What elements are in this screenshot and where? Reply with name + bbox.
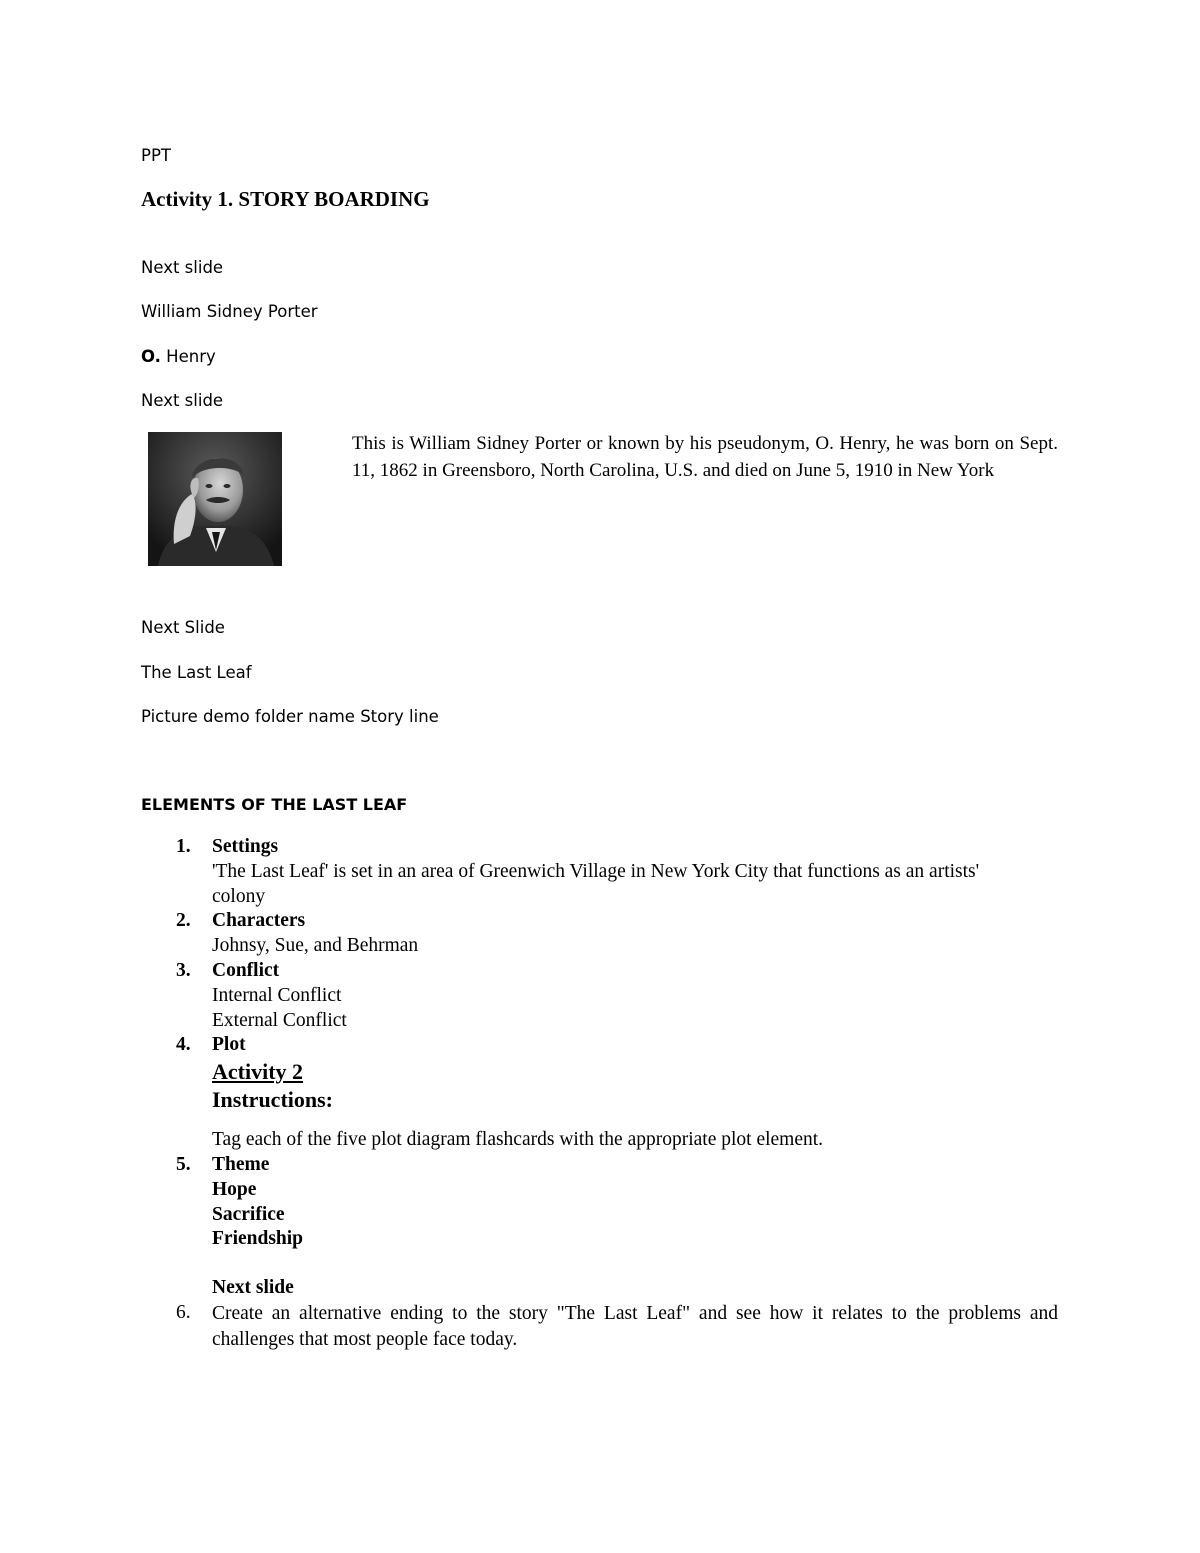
instructions-text: Tag each of the five plot diagram flashcards with the appropriate plot element. xyxy=(212,1129,824,1151)
next-slide-label: Next slide xyxy=(141,391,224,410)
pen-name-surname: Henry xyxy=(160,347,216,366)
theme-friendship: Friendship xyxy=(212,1228,304,1250)
picture-note: Picture demo folder name Story line xyxy=(141,707,439,726)
next-slide-label: Next Slide xyxy=(141,618,225,637)
elements-heading: ELEMENTS OF THE LAST LEAF xyxy=(141,795,408,814)
list-item-conflict xyxy=(0,959,1058,1033)
theme-hope: Hope xyxy=(212,1178,257,1200)
list-number: 4. xyxy=(176,1034,191,1056)
theme-title: Theme xyxy=(212,1153,270,1175)
list-number: 2. xyxy=(176,910,191,932)
pen-name xyxy=(141,347,216,367)
characters-text: Johnsy, Sue, and Behrman xyxy=(212,935,419,957)
settings-text: 'The Last Leaf' is set in an area of Greenwich Village in New York City that functions as an artists' colony xyxy=(212,860,980,907)
list-number: 6. xyxy=(176,1301,191,1323)
list-item-settings xyxy=(0,835,1058,909)
activity1-heading: Activity 1. STORY BOARDING xyxy=(141,187,430,211)
conflict-external: External Conflict xyxy=(212,1009,347,1031)
list-number: 5. xyxy=(176,1153,191,1175)
next-slide-label: Next slide xyxy=(141,258,224,277)
author-name: William Sidney Porter xyxy=(141,302,318,321)
list-number: 3. xyxy=(176,959,191,981)
conflict-internal: Internal Conflict xyxy=(212,984,342,1006)
elements-list xyxy=(0,835,1200,1353)
list-item-characters xyxy=(0,909,1058,959)
activity2-heading: Activity 2 xyxy=(212,1059,304,1085)
theme-sacrifice: Sacrifice xyxy=(212,1203,285,1225)
next-slide-label: Next slide xyxy=(212,1277,294,1299)
characters-title: Characters xyxy=(212,910,306,932)
conflict-title: Conflict xyxy=(212,959,280,981)
list-item-plot xyxy=(0,1033,1058,1153)
author-bio: This is William Sidney Porter or known by his pseudonym, O. Henry, he was born on Sept. 11, 1862 in Greensboro, North Carolina, U.S. and died on June 5, 1910 in New York xyxy=(352,433,1058,481)
portrait-photo-icon xyxy=(148,432,282,566)
story-title: The Last Leaf xyxy=(141,663,252,682)
list-number: 1. xyxy=(176,836,191,857)
ppt-label: PPT xyxy=(141,146,171,165)
list-item-alternative-ending xyxy=(0,1301,1058,1353)
settings-title: Settings xyxy=(212,836,279,857)
pen-name-initial: O. xyxy=(141,347,161,366)
instructions-heading: Instructions: xyxy=(212,1087,334,1113)
alternative-ending-text: Create an alternative ending to the story "The Last Leaf" and see how it relates to the problems and challenges that most people face today. xyxy=(212,1302,1058,1350)
plot-title: Plot xyxy=(212,1034,246,1056)
list-item-theme xyxy=(0,1153,1058,1301)
